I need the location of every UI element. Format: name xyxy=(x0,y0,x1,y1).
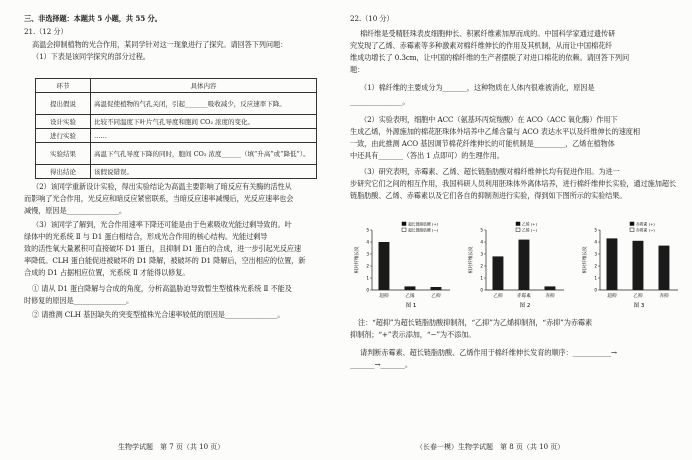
legend-swatch xyxy=(630,222,634,226)
legend-label: 赤霉素 (+) xyxy=(636,221,655,227)
q22-sub1: （1）棉纤维的主要成分为_______，这种物质在人体内很难被消化，原因是 xyxy=(360,83,595,92)
bar xyxy=(545,286,556,290)
q22-sub2-line: 中还具有_______（答出 1 点即可）的生理作用。 xyxy=(350,151,504,160)
legend-swatch xyxy=(516,228,520,232)
y-tick-label: 3 xyxy=(366,251,369,257)
question-22-header xyxy=(350,14,394,23)
question-21-intro: 高温会抑制植物的光合作用，某同学针对这一现象进行了探究。请回答下列问题： xyxy=(32,40,288,49)
bar-chart-1 xyxy=(350,218,460,310)
x-tick-label: 乙抑 xyxy=(633,294,643,299)
x-tick-label: 乙抑 xyxy=(431,294,441,299)
bar xyxy=(405,286,416,290)
q21-sub2-line: 而影响了光合作用，光反应和暗反应紧密联系，当暗反应速率减慢后，光反应速率也会 xyxy=(24,194,294,203)
figure-title: 图 2 xyxy=(519,303,531,309)
legend-swatch xyxy=(402,222,406,226)
q21-sub2-line: （2）该同学重新设计实验，得出实验结论为高温主要影响了暗反应有关酶的活性从 xyxy=(32,182,292,191)
legend-label: 超长链脂肪酸 (+) xyxy=(408,221,439,227)
q22-final-question: 请判断赤霉素、超长链脂肪酸、乙烯作用于棉纤维伸长发育的顺序：___________→ xyxy=(360,348,617,357)
section-heading: 三、非选择题：本题共 5 小题，共 55 分。 xyxy=(24,14,162,23)
left-page-footer: 生物学试题 第 7 页（共 10 页） xyxy=(118,443,225,451)
x-tick-label: 乙烯 xyxy=(405,294,415,299)
question-points: （10 分） xyxy=(361,14,394,23)
bar xyxy=(379,242,390,290)
table-row xyxy=(36,129,317,143)
q21-sub3-line: （3）该同学了解到，光合作用速率下降还可能是由于色素吸收光能过剩导致的。叶 xyxy=(32,220,292,229)
y-tick-label: 2 xyxy=(594,263,597,269)
bar xyxy=(431,287,442,290)
table-cell: 得出结论 xyxy=(36,165,91,179)
legend-label: 乙烯 (−) xyxy=(522,227,537,233)
table-row xyxy=(36,143,317,165)
q22-sub3-line: 步研究它们之间的相互作用，我国科研人员利用胚珠体外离体培养，进行棉纤维伸长实验，通过施加超长 xyxy=(350,179,677,188)
table-cell: 实验结果 xyxy=(36,143,91,165)
q22-sub2-line: 一致，由此推测 ACO 基因调节棉花纤维伸长的可能机制是_________，乙烯在植物体 xyxy=(350,139,615,148)
x-tick-label: 赤霉素 xyxy=(517,294,531,299)
q21-sub3-question-1: ① 请从 D1 蛋白降解与合成的角度，分析高温胁迫导致暂生型植株光系统 Ⅱ 不能及 xyxy=(32,284,292,293)
right-page-footer: （长春一模）生物学试题 第 8 页（共 10 页） xyxy=(416,443,565,451)
figure-note-line: 注：“超抑”为超长链脂肪酸抑制剂，“乙抑”为乙烯抑制剂，“赤抑”为赤霉素 xyxy=(358,318,593,327)
experiment-table xyxy=(35,78,317,179)
bar-chart-2 xyxy=(464,218,574,310)
q22-sub3-line: （3）研究表明，赤霉素、乙烯、超长链脂肪酸对棉纤维伸长均有促进作用。为进一 xyxy=(360,167,620,176)
table-row xyxy=(36,93,317,115)
table-header-cell: 环节 xyxy=(36,79,91,93)
x-tick-label: 乙抑 xyxy=(493,294,503,299)
y-tick-label: 3 xyxy=(594,251,597,257)
y-tick-label: 4 xyxy=(480,239,483,245)
table-cell: 比较不同温度下叶片气孔导度和胞间 CO₂ 浓度的变化。 xyxy=(91,115,317,129)
bar xyxy=(493,256,504,290)
table-cell: 高温促使植物的气孔关闭，引起_______吸收减少，反应速率下降。 xyxy=(91,93,317,115)
y-axis-label: 相对纤维长度 xyxy=(355,246,360,274)
q22-intro-line: 题： xyxy=(350,65,365,74)
figure-note-line: 抑制剂；“+”表示添加，“−”为不添加。 xyxy=(350,330,476,339)
y-tick-label: 2 xyxy=(480,263,483,269)
q21-sub2-line: 减慢，原因是_______________。 xyxy=(24,206,127,215)
table-header-row xyxy=(36,79,317,93)
y-tick-label: 3 xyxy=(480,251,483,257)
table-cell: 该假说错误。 xyxy=(91,165,317,179)
q21-sub1: （1）下表是该同学探究的部分过程。 xyxy=(32,52,150,61)
q22-sub2-line: 生成乙烯，外源施加的棉花胚珠体外培养中乙烯含量与 ACO 表达水平以及纤维伸长的速度相 xyxy=(350,127,640,136)
q22-final-question-2: _______→_______。 xyxy=(350,360,412,369)
y-tick-label: 5 xyxy=(366,227,369,233)
q22-sub3-line: 链脂肪酸、乙烯、赤霉素以及它们各自的抑制剂进行实验，得到如下图所示的实验结果。 xyxy=(350,191,627,200)
q22-intro-line: 究发现了乙烯、赤霉素等多种激素对棉纤维伸长的作用及其机制，从而让中国棉花纤 xyxy=(350,41,613,50)
y-tick-label: 5 xyxy=(480,227,483,233)
figure-title: 图 1 xyxy=(405,303,417,309)
y-tick-label: 0 xyxy=(366,287,369,293)
y-tick-label: 1 xyxy=(366,275,369,281)
q21-sub3-question-2: ② 请推测 CLH 基因缺失的突变型植株光合速率较低的原因是_______________。 xyxy=(32,310,285,319)
question-points: （12 分） xyxy=(35,27,68,36)
x-tick-label: 赤抑 xyxy=(545,294,555,299)
q21-sub3-line: 致的活性氧大量累积可直接破坏 D1 蛋白，且抑制 D1 蛋白的合成，进一步引起光反应速 xyxy=(24,244,302,253)
y-axis-label: 相对纤维长度 xyxy=(583,246,588,274)
q22-sub1b: _______________。 xyxy=(350,97,410,106)
table-cell: 高温下气孔导度下降的同时，胞间 CO₂ 浓度______（填“升高”或“降低”）。 xyxy=(91,143,317,165)
legend-swatch xyxy=(516,222,520,226)
table-row xyxy=(36,115,317,129)
legend-swatch xyxy=(630,228,634,232)
table-cell: 提出假说 xyxy=(36,93,91,115)
legend-label: 赤霉素 (−) xyxy=(636,227,655,233)
q22-intro-line: 维成功增长了 0.3cm，让中国的棉纤维的生产者摆脱了对进口棉花的依赖。请回答下列问 xyxy=(350,53,630,62)
q22-sub2-line: （2）实验表明，细胞中 ACC（氨基环丙烷羧酸）在 ACO（ACC 氧化酶）作用下 xyxy=(360,115,618,124)
q21-sub3-line: 率降低。CLH 蛋白能促进被破坏的 D1 降解，被破坏的 D1 降解后，空出相应的位置，新 xyxy=(24,256,306,265)
bar xyxy=(659,246,670,290)
y-tick-label: 2 xyxy=(366,263,369,269)
right-page xyxy=(346,0,692,460)
x-tick-label: 超抑 xyxy=(379,294,389,299)
table-header-cell: 具体内容 xyxy=(91,79,317,93)
legend-label: 乙烯 (+) xyxy=(522,221,537,227)
question-number: 22. xyxy=(350,14,362,23)
figure-title: 图 3 xyxy=(633,303,645,309)
y-tick-label: 4 xyxy=(366,239,369,245)
bar-chart-3 xyxy=(578,218,688,310)
y-tick-label: 4 xyxy=(594,239,597,245)
bar xyxy=(519,240,530,290)
y-axis-label: 相对纤维长度 xyxy=(469,246,474,274)
x-tick-label: 超抑 xyxy=(607,294,617,299)
q21-sub3-line: 绿体中的光系统 Ⅱ 与 D1 蛋白相结合，形成光合作用的核心结构。光能过剩导 xyxy=(24,232,268,241)
table-cell: …… xyxy=(91,129,317,143)
question-21-header xyxy=(24,27,68,36)
q21-sub3-line: 合成的 D1 占据相应位置，光系统 Ⅱ 才能得以修复。 xyxy=(24,268,190,277)
table-cell: 设计实验 xyxy=(36,115,91,129)
y-tick-label: 0 xyxy=(480,287,483,293)
q21-sub3-question-1b: 时修复的原因是_______________。 xyxy=(24,296,134,305)
table-cell: 进行实验 xyxy=(36,129,91,143)
table-row xyxy=(36,165,317,179)
y-tick-label: 5 xyxy=(594,227,597,233)
legend-swatch xyxy=(402,228,406,232)
y-tick-label: 0 xyxy=(594,287,597,293)
q22-intro-line: 棉纤维是受精胚珠表皮细胞伸长、积累纤维素加厚而成的。中国科学家通过遗传研 xyxy=(360,29,616,38)
bar xyxy=(607,238,618,290)
x-tick-label: 赤抑 xyxy=(659,294,669,299)
y-tick-label: 1 xyxy=(480,275,483,281)
question-number: 21. xyxy=(24,27,36,36)
y-tick-label: 1 xyxy=(594,275,597,281)
legend-label: 超长链脂肪酸 (−) xyxy=(408,227,439,233)
bar xyxy=(633,241,644,290)
